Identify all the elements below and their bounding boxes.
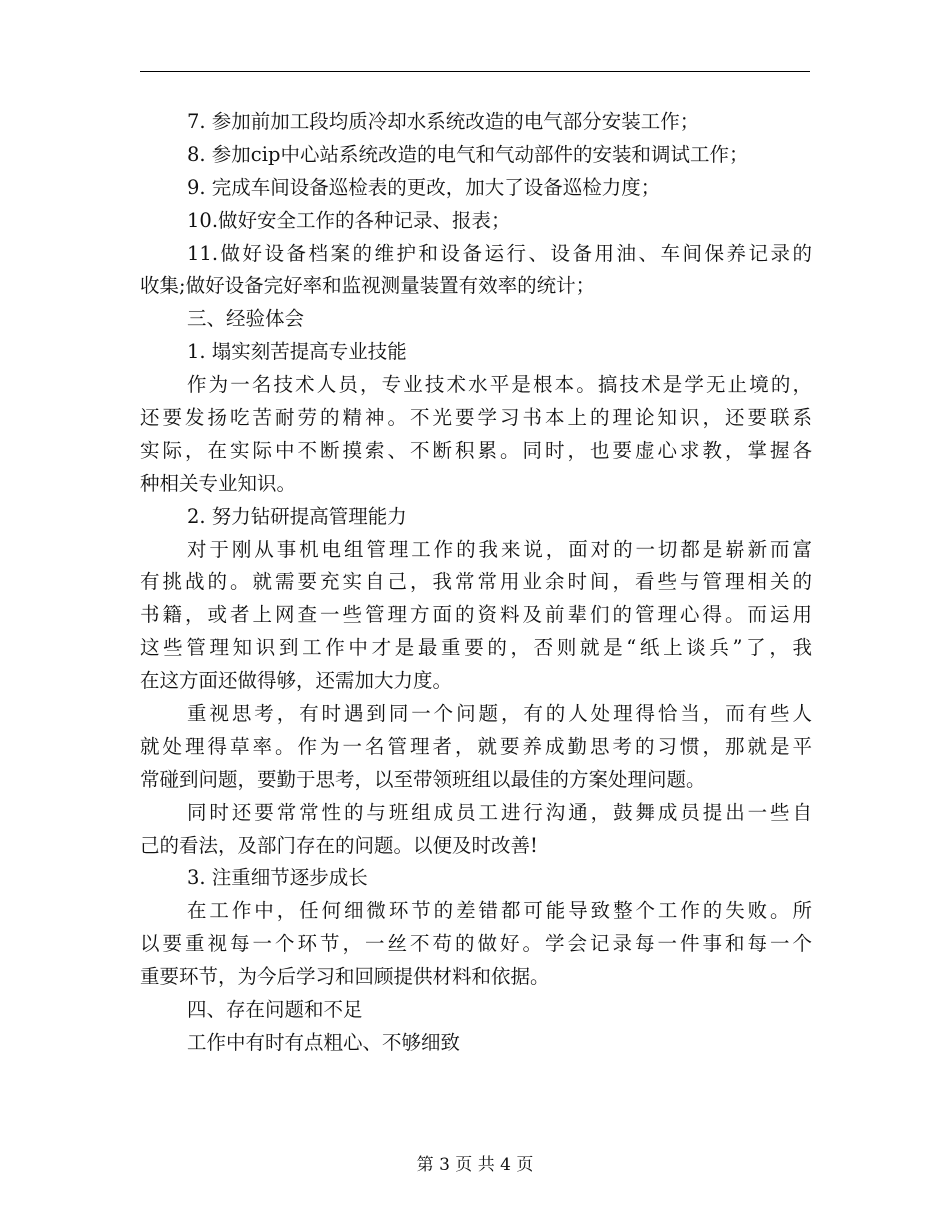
paragraph-line: 种相关专业知识。 (140, 471, 297, 495)
paragraph-line: 还要发扬吃苦耐劳的精神。不光要学习书本上的理论知识，还要联系 (140, 406, 812, 430)
paragraph-line: 同时还要常常性的与班组成员工进行沟通，鼓舞成员提出一些自 (187, 800, 812, 824)
paragraph-line: 重视思考，有时遇到同一个问题，有的人处理得恰当，而有些人 (187, 702, 812, 726)
paragraph-line: 实际，在实际中不断摸索、不断积累。同时，也要虚心求教，掌握各 (140, 438, 812, 462)
subheading-management: 2. 努力钻研提高管理能力 (187, 504, 407, 528)
paragraph-line: 这些管理知识到工作中才是最重要的，否则就是“纸上谈兵”了，我 (140, 636, 812, 660)
paragraph-line: 书籍，或者上网查一些管理方面的资料及前辈们的管理心得。而运用 (140, 603, 812, 627)
section-heading-problems: 四、存在问题和不足 (187, 998, 363, 1022)
header-rule (140, 71, 810, 72)
subheading-details: 3. 注重细节逐步成长 (187, 866, 368, 890)
page-number: 第 3 页 共 4 页 (416, 1155, 534, 1175)
paragraph-line: 己的看法，及部门存在的问题。以便及时改善! (140, 833, 538, 857)
list-item-9: 9. 完成车间设备巡检表的更改，加大了设备巡检力度； (187, 175, 661, 199)
list-item-8: 8. 参加cip中心站系统改造的电气和气动部件的安装和调试工作； (187, 142, 749, 166)
list-item-7: 7. 参加前加工段均质冷却水系统改造的电气部分安装工作； (187, 110, 700, 133)
subheading-skills: 1. 塌实刻苦提高专业技能 (187, 340, 407, 364)
paragraph-line: 对于刚从事机电组管理工作的我来说，面对的一切都是崭新而富 (187, 537, 812, 561)
paragraph-line: 作为一名技术人员，专业技术水平是根本。搞技术是学无止境的， (187, 373, 812, 397)
list-item-11: 11.做好设备档案的维护和设备运行、设备用油、车间保养记录的 (187, 241, 812, 265)
paragraph-line: 有挑战的。就需要充实自己，我常常用业余时间，看些与管理相关的 (140, 570, 812, 594)
paragraph-line: 以要重视每一个环节，一丝不苟的做好。学会记录每一件事和每一个 (140, 932, 812, 956)
paragraph-line: 常碰到问题，要勤于思考，以至带领班组以最佳的方案处理问题。 (140, 767, 706, 791)
section-heading-experience: 三、经验体会 (187, 307, 305, 331)
paragraph-line: 在工作中，任何细微环节的差错都可能导致整个工作的失败。所 (187, 899, 812, 923)
paragraph-line: 重要环节，为今后学习和回顾提供材料和依据。 (140, 965, 550, 989)
paragraph-line: 在这方面还做得够，还需加大力度。 (140, 669, 453, 693)
paragraph-line: 工作中有时有点粗心、不够细致 (187, 1030, 461, 1054)
list-item-11-continued: 收集;做好设备完好率和监视测量装置有效率的统计； (140, 274, 596, 298)
document-body (140, 106, 812, 1060)
list-item-10: 10.做好安全工作的各种记录、报表； (187, 208, 511, 232)
paragraph-line: 就处理得草率。作为一名管理者，就要养成勤思考的习惯，那就是平 (140, 734, 812, 758)
